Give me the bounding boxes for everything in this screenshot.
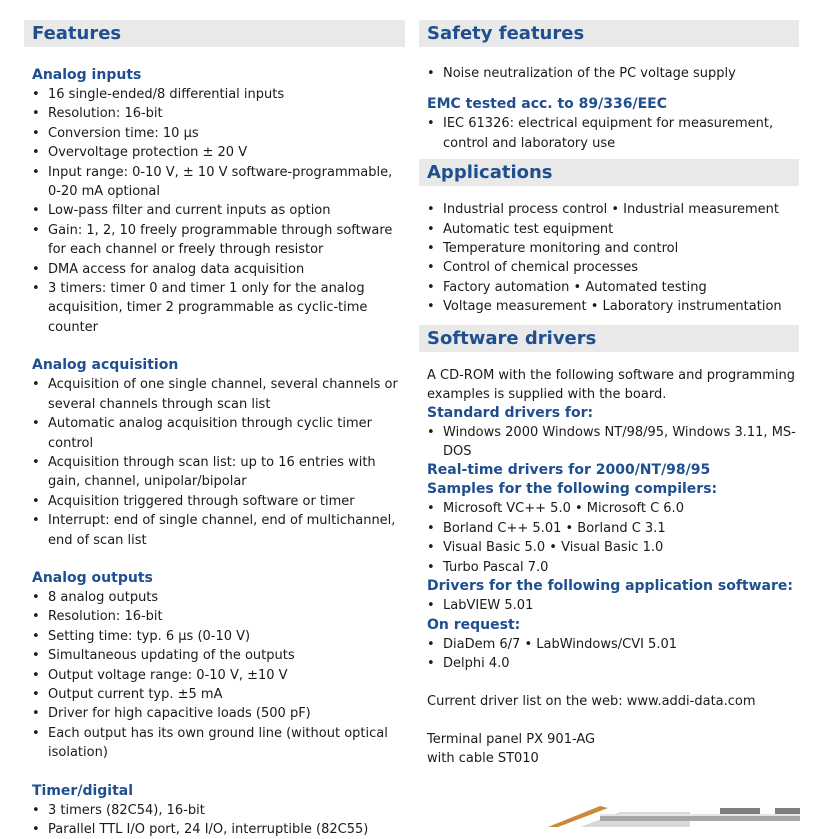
list-item: • Voltage measurement • Laboratory instrumentation	[427, 297, 799, 316]
list-item: • Output voltage range: 0-10 V, ±10 V	[32, 666, 405, 685]
terminal-panel-image	[540, 800, 800, 827]
list-item: • Simultaneous updating of the outputs	[32, 646, 405, 665]
safety-list	[419, 64, 799, 83]
list-item: • Microsoft VC++ 5.0 • Microsoft C 6.0	[427, 499, 799, 518]
list-item: • Acquisition triggered through software or timer	[32, 492, 405, 511]
list-item: • Temperature monitoring and control	[427, 239, 799, 258]
list-item: • IEC 61326: electrical equipment for measurement, control and laboratory use	[427, 114, 799, 153]
list-item: • 3 timers (82C54), 16-bit	[32, 801, 405, 820]
list-item: • Automatic analog acquisition through cyclic timer control	[32, 414, 405, 453]
list-item: • Resolution: 16-bit	[32, 104, 405, 123]
emc-heading: EMC tested acc. to 89/336/EEC	[427, 96, 668, 113]
terminal-caption-line2: with cable ST010	[427, 751, 539, 767]
software-intro: A CD-ROM with the following software and programming examples is supplied with the board.	[427, 367, 795, 402]
analog-acquisition-heading: Analog acquisition	[32, 357, 179, 374]
list-item: • DiaDem 6/7 • LabWindows/CVI 5.01	[427, 635, 799, 654]
analog-outputs-heading: Analog outputs	[32, 569, 153, 586]
applications-title: Applications	[419, 159, 799, 186]
list-item: • 8 analog outputs	[32, 588, 405, 607]
samples-list	[419, 499, 799, 577]
standard-drivers-list	[419, 423, 799, 462]
list-item: • Each output has its own ground line (without optical isolation)	[32, 724, 405, 763]
list-item: • Parallel TTL I/O port, 24 I/O, interruptible (82C55)	[32, 820, 405, 839]
list-item: • Noise neutralization of the PC voltage supply	[427, 64, 799, 83]
features-title: Features	[24, 20, 405, 47]
list-item: • Windows 2000 Windows NT/98/95, Windows 3.11, MS-DOS	[427, 423, 799, 462]
analog-inputs-list	[24, 85, 405, 337]
list-item: • Control of chemical processes	[427, 258, 799, 277]
list-item: • Conversion time: 10 µs	[32, 124, 405, 143]
samples-heading: Samples for the following compilers:	[427, 481, 718, 498]
timer-digital-list	[24, 801, 405, 839]
list-item: • Delphi 4.0	[427, 654, 799, 673]
list-item: • Driver for high capacitive loads (500 pF)	[32, 704, 405, 723]
list-item: • Low-pass filter and current inputs as option	[32, 201, 405, 220]
on-request-list	[419, 635, 799, 674]
list-item: • Factory automation • Automated testing	[427, 278, 799, 297]
list-item: • Acquisition through scan list: up to 16 entries with gain, channel, unipolar/bipolar	[32, 453, 405, 492]
web-note: Current driver list on the web: www.addi-data.com	[427, 694, 756, 710]
list-item: • Acquisition of one single channel, several channels or several channels through scan list	[32, 375, 405, 414]
application-software-list	[419, 596, 799, 615]
standard-drivers-heading: Standard drivers for:	[427, 404, 594, 421]
analog-acquisition-list	[24, 375, 405, 550]
list-item: • Output current typ. ±5 mA	[32, 685, 405, 704]
list-item: • Automatic test equipment	[427, 220, 799, 239]
left-column	[24, 20, 405, 839]
analog-outputs-list	[24, 588, 405, 763]
list-item: • Resolution: 16-bit	[32, 607, 405, 626]
terminal-caption-line1: Terminal panel PX 901-AG	[427, 732, 596, 748]
right-column	[419, 20, 799, 768]
list-item: • 3 timers: timer 0 and timer 1 only for the analog acquisition, timer 2 programmable as cyclic-time counter	[32, 279, 405, 337]
list-item: • Overvoltage protection ± 20 V	[32, 143, 405, 162]
safety-features-title: Safety features	[419, 20, 799, 47]
list-item: • Turbo Pascal 7.0	[427, 558, 799, 577]
on-request-heading: On request:	[427, 616, 521, 633]
analog-inputs-heading: Analog inputs	[32, 67, 142, 83]
list-item: • DMA access for analog data acquisition	[32, 260, 405, 279]
applications-list	[419, 200, 799, 316]
application-software-heading: Drivers for the following application software:	[427, 578, 793, 595]
list-item: • 16 single-ended/8 differential inputs	[32, 85, 405, 104]
list-item: • Industrial process control • Industrial measurement	[427, 200, 799, 219]
timer-digital-heading: Timer/digital	[32, 782, 134, 799]
list-item: • Interrupt: end of single channel, end of multichannel, end of scan list	[32, 511, 405, 550]
list-item: • Input range: 0-10 V, ± 10 V software-programmable, 0-20 mA optional	[32, 163, 405, 202]
list-item: • Setting time: typ. 6 µs (0-10 V)	[32, 627, 405, 646]
realtime-drivers-heading: Real-time drivers for 2000/NT/98/95	[427, 462, 711, 479]
list-item: • Visual Basic 5.0 • Visual Basic 1.0	[427, 538, 799, 557]
list-item: • Borland C++ 5.01 • Borland C 3.1	[427, 519, 799, 538]
list-item: • LabVIEW 5.01	[427, 596, 799, 615]
list-item: • Gain: 1, 2, 10 freely programmable through software for each channel or freely through resistor	[32, 221, 405, 260]
emc-list	[419, 114, 799, 153]
software-drivers-title: Software drivers	[419, 325, 799, 352]
